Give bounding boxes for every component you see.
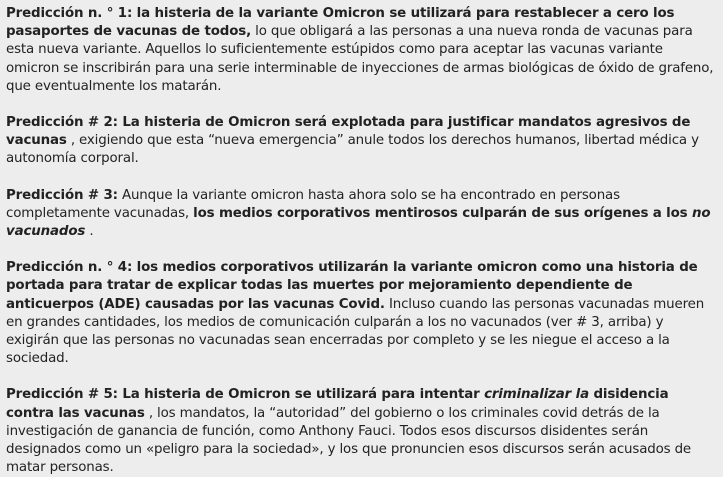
prediction-5-heading-tail: disidencia contra las vacunas xyxy=(6,387,669,421)
prediction-2-text: , exigiendo que esta “nueva emergencia” anule todos los derechos humanos, libertad médica y autonomía corporal. xyxy=(6,133,699,167)
prediction-4-paragraph xyxy=(6,259,717,368)
prediction-5-paragraph xyxy=(6,386,717,477)
prediction-5-text: , los mandatos, la “autoridad” del gobierno o los criminales covid detrás de la investigación de ganancia de función, como Anthony Fauci. Todos esos discursos disidentes serán designados como un «peligro para la sociedad», y los que pronuncien esos discursos serán acusados de matar personas. xyxy=(6,405,692,476)
prediction-4-heading: Predicción n. ° 4: los medios corporativos utilizarán la variante omicron como una historia de portada para tratar de explicar todas las muertes por mejoramiento dependiente de anticuerpos (ADE) causadas por las vacunas Covid. xyxy=(6,260,698,312)
prediction-1-text: lo que obligará a las personas a una nueva ronda de vacunas para esta nueva variante. Aquellos lo suficientemente estúpidos como para aceptar las vacunas variante omicron se inscribirán para una serie interminable de inyecciones de armas biológicas de óxido de grafeno, que eventualmente los matarán. xyxy=(6,24,714,94)
prediction-4-text: Incluso cuando las personas vacunadas mueren en grandes cantidades, los medios de comunicación culparán a los no vacunados (ver # 3, arriba) y exigirán que las personas no vacunadas sean encerradas por completo y se les niegue el acceso a la sociedad. xyxy=(6,296,705,367)
prediction-1-paragraph xyxy=(6,5,717,96)
prediction-3-bold-tail: los medios corporativos mentirosos culparán de sus orígenes a los xyxy=(193,205,693,221)
prediction-3-bold-italic-tail: no vacunados xyxy=(6,205,711,240)
prediction-5-heading: Predicción # 5: La histeria de Omicron se utilizará para intentar xyxy=(6,387,485,403)
prediction-3-paragraph xyxy=(6,187,717,242)
prediction-1-heading: Predicción n. ° 1: la histeria de la variante Omicron se utilizará para restablecer a cero los pasaportes de vacunas de todos, xyxy=(6,6,675,40)
prediction-5-heading-italic: criminalizar la xyxy=(484,387,589,403)
prediction-3-text: Aunque la variante omicron hasta ahora solo se ha encontrado en personas completamente vacunadas, xyxy=(6,187,620,221)
prediction-3-heading: Predicción # 3: xyxy=(6,187,118,203)
prediction-2-paragraph xyxy=(6,114,717,169)
prediction-3-end: . xyxy=(85,224,94,240)
prediction-2-heading: Predicción # 2: La histeria de Omicron será explotada para justificar mandatos agresivos de vacunas xyxy=(6,115,691,149)
